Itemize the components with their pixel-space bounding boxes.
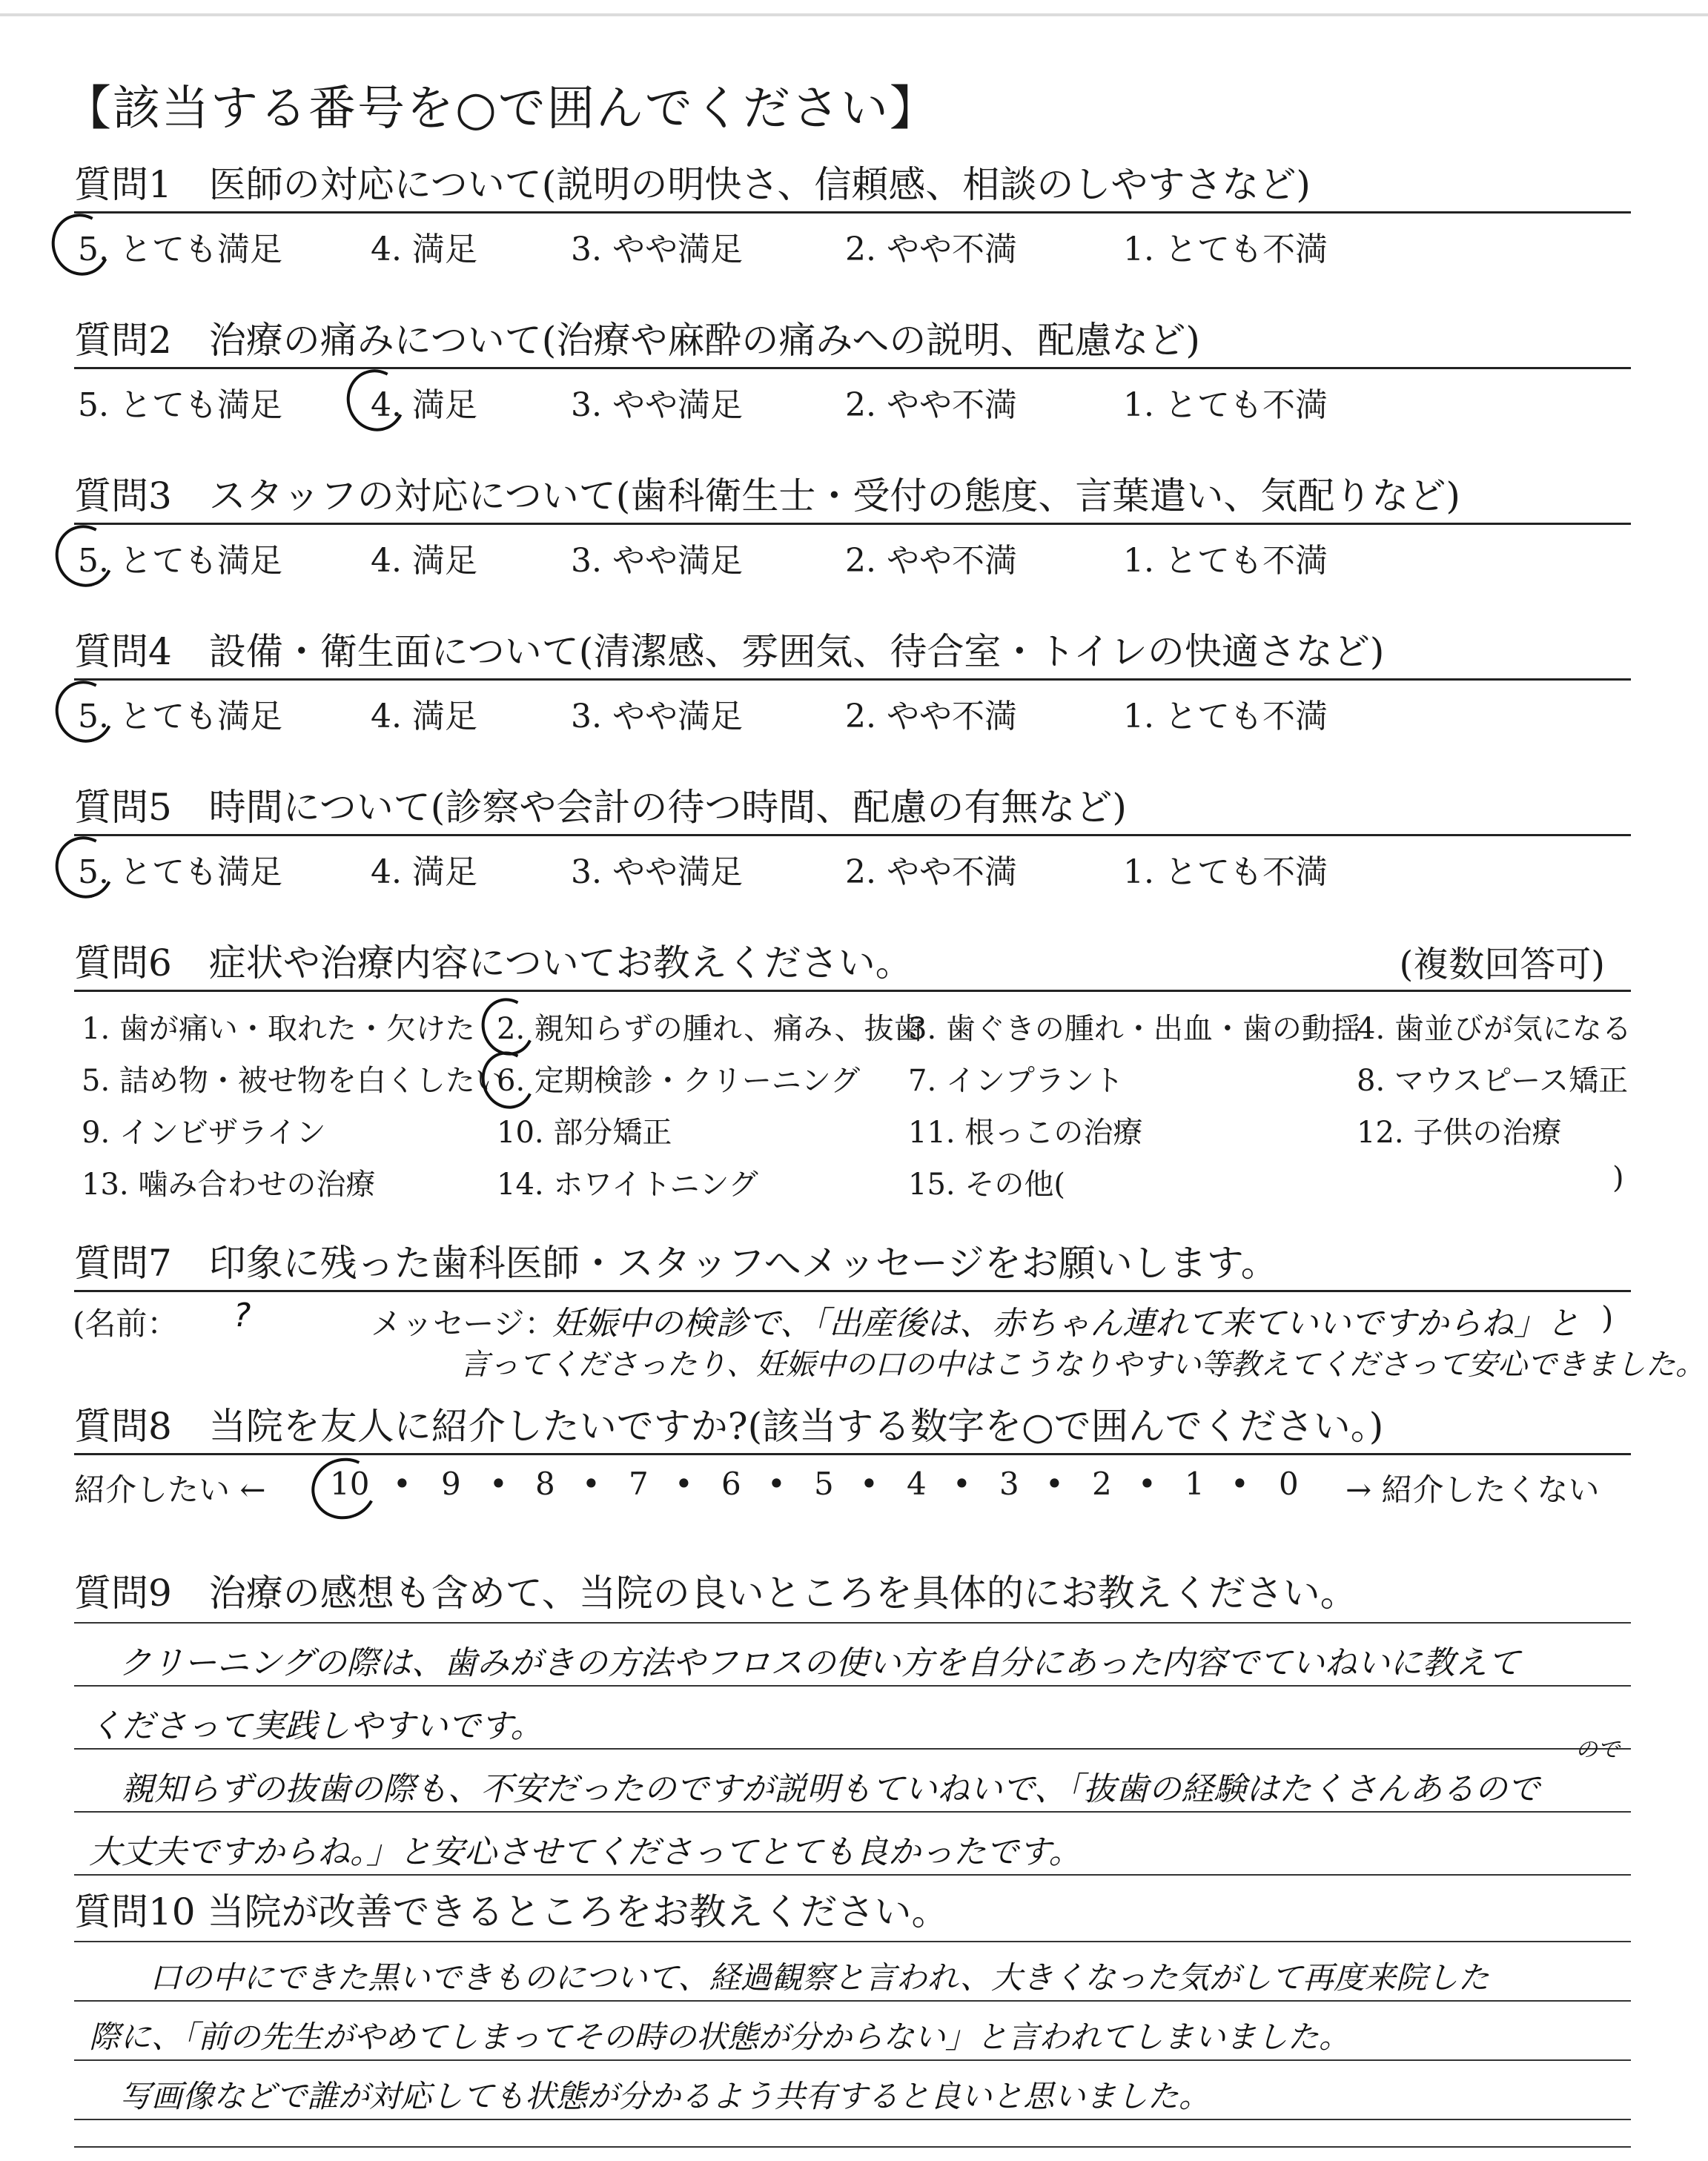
question-6-title: 質問6 症状や治療内容についてお教えください。 [74, 941, 913, 984]
top-border [0, 13, 1708, 16]
option-1[interactable]: 1. とても不満 [1123, 698, 1328, 735]
selection-circle [339, 362, 413, 439]
scale-0[interactable]: 0 [1279, 1466, 1299, 1502]
answer-line-1[interactable]: 口の中にできた黒いできものについて、経過観察と言われ、大きくなった気がして再度来院した [119, 1959, 1489, 1996]
symptom-option[interactable]: 1. 歯が痛い・取れた・欠けた [82, 1012, 475, 1046]
question-5-title: 質問5 時間について(診察や会計の待つ時間、配慮の有無など) [74, 786, 1127, 829]
option-5[interactable]: 5. とても満足 [78, 853, 282, 891]
symptom-option[interactable]: 5. 詰め物・被せ物を白くしたい [82, 1064, 505, 1098]
option-4[interactable]: 4. 満足 [371, 231, 477, 268]
question-7-title: 質問7 印象に残った歯科医師・スタッフへメッセージをお願いします。 [74, 1242, 1278, 1285]
selection-circle [47, 517, 122, 595]
rating-options [74, 369, 1631, 428]
selection-circle [47, 673, 122, 750]
question-3 [74, 463, 1631, 584]
symptom-option[interactable]: 6. 定期検診・クリーニング [497, 1064, 861, 1098]
symptom-options [74, 992, 1631, 1207]
rating-options [74, 214, 1631, 273]
question-4 [74, 619, 1631, 740]
option-3[interactable]: 3. やや満足 [571, 698, 743, 735]
answer-line-2[interactable]: 際に、「前の先生がやめてしまってその時の状態が分からない」と言われてしまいました。 [89, 2019, 1351, 2055]
option-3[interactable]: 3. やや満足 [571, 542, 743, 580]
scale-8[interactable]: 8 [535, 1466, 555, 1502]
symptom-option[interactable]: 14. ホワイトニング [497, 1168, 758, 1202]
option-1[interactable]: 1. とても不満 [1123, 231, 1328, 268]
recommend-scale: 紹介したい ← 10 • 9 • 8 • 7 • 6 • 5 • 4 • 3 • 2 • 1 • 0 → 紹介したくない [74, 1455, 1631, 1515]
selection-circle [47, 829, 122, 906]
scale-2[interactable]: 2 [1092, 1466, 1112, 1502]
symptom-option[interactable]: 9. インビザライン [82, 1116, 326, 1150]
message-area [73, 1292, 1705, 1382]
answer-line-1[interactable]: クリーニングの際は、歯みがきの方法やフロスの使い方を自分にあった内容でていねいに教えて [119, 1644, 1520, 1682]
selection-circle [474, 1045, 542, 1116]
question-1-title: 質問1 医師の対応について(説明の明快さ、信頼感、相談のしやすさなど) [74, 163, 1311, 206]
question-7 [73, 1231, 1705, 1382]
question-2-title: 質問2 治療の痛みについて(治療や麻酔の痛みへの説明、配慮など) [74, 319, 1200, 362]
scale-3[interactable]: 3 [999, 1466, 1019, 1502]
selection-circle [303, 1449, 384, 1527]
rating-options [74, 525, 1631, 584]
option-3[interactable]: 3. やや満足 [571, 231, 743, 268]
scale-7[interactable]: 7 [629, 1466, 649, 1502]
scale-right-label: → 紹介したくない [1345, 1472, 1600, 1508]
option-2[interactable]: 2. やや不満 [845, 698, 1017, 735]
option-3[interactable]: 3. やや満足 [571, 386, 743, 424]
symptom-option[interactable]: 11. 根っこの治療 [908, 1116, 1143, 1150]
selection-circle [44, 206, 118, 283]
option-5[interactable]: 5. とても満足 [78, 698, 282, 735]
question-10-title: 質問10 当院が改善できるところをお教えください。 [74, 1890, 949, 1933]
symptom-option[interactable]: 12. 子供の治療 [1357, 1116, 1562, 1150]
other-close-paren: ) [1612, 1161, 1624, 1195]
question-8-title: 質問8 当院を友人に紹介したいですか?(該当する数字を○で囲んでください。) [74, 1405, 1384, 1448]
bottom-line [74, 2146, 1631, 2148]
option-1[interactable]: 1. とても不満 [1123, 542, 1328, 580]
rating-options [74, 681, 1631, 740]
option-5[interactable]: 5. とても満足 [78, 386, 282, 424]
option-1[interactable]: 1. とても不満 [1123, 386, 1328, 424]
option-5[interactable]: 5. とても満足 [78, 542, 282, 580]
answer-line-2[interactable]: くださって実践しやすいです。 [89, 1707, 543, 1745]
name-value[interactable]: ? [234, 1297, 251, 1334]
name-label: (名前： [73, 1305, 179, 1342]
scale-4[interactable]: 4 [907, 1466, 927, 1502]
scale-left-label: 紹介したい ← [74, 1472, 266, 1508]
symptom-option[interactable]: 4. 歯並びが気になる [1357, 1012, 1632, 1046]
page-title: 【該当する番号を○で囲んでください】 [64, 82, 939, 136]
scale-5[interactable]: 5 [814, 1466, 834, 1502]
rating-options [74, 836, 1631, 896]
symptom-option[interactable]: 2. 親知らずの腫れ、痛み、抜歯 [497, 1012, 924, 1046]
question-9-title: 質問9 治療の感想も含めて、当院の良いところを具体的にお教えください。 [74, 1572, 1357, 1615]
symptom-option[interactable]: 8. マウスピース矯正 [1357, 1064, 1629, 1098]
message-line-1[interactable]: 妊娠中の検診で、「出産後は、赤ちゃん連れて来ていいですからね」と [552, 1305, 1580, 1343]
question-8 [74, 1394, 1631, 1515]
symptom-option[interactable]: 10. 部分矯正 [497, 1116, 672, 1150]
message-close-paren: ) [1601, 1300, 1614, 1336]
symptom-option[interactable]: 7. インプラント [908, 1064, 1124, 1098]
answer-lines [74, 1620, 1631, 1909]
option-4[interactable]: 4. 満足 [371, 542, 477, 580]
option-2[interactable]: 2. やや不満 [845, 542, 1017, 580]
scale-10[interactable]: 10 [330, 1466, 370, 1502]
scale-6[interactable]: 6 [721, 1466, 741, 1502]
option-4[interactable]: 4. 満足 [371, 386, 477, 424]
message-label: メッセージ： [371, 1305, 556, 1342]
scale-9[interactable]: 9 [441, 1466, 461, 1502]
answer-lines [74, 1939, 1631, 2161]
question-5 [74, 775, 1631, 896]
answer-line-3[interactable]: 親知らずの抜歯の際も、不安だったのですが説明もていねいで、「抜歯の経験はたくさんあるので [89, 1770, 1540, 1808]
symptom-option[interactable]: 3. 歯ぐきの腫れ・出血・歯の動揺 [908, 1012, 1361, 1046]
option-1[interactable]: 1. とても不満 [1123, 853, 1328, 891]
option-2[interactable]: 2. やや不満 [845, 231, 1017, 268]
scale-1[interactable]: 1 [1185, 1466, 1205, 1502]
symptom-option[interactable]: 15. その他( [908, 1168, 1065, 1202]
question-4-title: 質問4 設備・衛生面について(清潔感、雰囲気、待合室・トイレの快適さなど) [74, 630, 1385, 673]
message-line-2[interactable]: 言ってくださったり、妊娠中の口の中はこうなりやすい等教えてくださって安心できました。 [460, 1348, 1705, 1382]
question-3-title: 質問3 スタッフの対応について(歯科衛生士・受付の態度、言葉遣い、気配りなど) [74, 474, 1460, 517]
question-2 [74, 308, 1631, 428]
question-6 [74, 930, 1631, 1207]
option-2[interactable]: 2. やや不満 [845, 853, 1017, 891]
option-2[interactable]: 2. やや不満 [845, 386, 1017, 424]
option-4[interactable]: 4. 満足 [371, 853, 477, 891]
option-5[interactable]: 5. とても満足 [78, 231, 282, 268]
question-1 [74, 152, 1631, 273]
symptom-option[interactable]: 13. 噛み合わせの治療 [82, 1168, 376, 1202]
insert-note: ので [1575, 1737, 1620, 1763]
question-9 [74, 1561, 1631, 1909]
answer-line-3[interactable]: 写画像などで誰が対応しても状態が分かるよう共有すると良いと思いました。 [89, 2078, 1211, 2114]
answer-line-4[interactable]: 大丈夫ですからね。」と安心させてくださってとても良かったです。 [89, 1833, 1082, 1871]
option-4[interactable]: 4. 満足 [371, 698, 477, 735]
option-3[interactable]: 3. やや満足 [571, 853, 743, 891]
question-10 [74, 1879, 1631, 2161]
multiple-answers-note: (複数回答可) [1399, 944, 1605, 985]
